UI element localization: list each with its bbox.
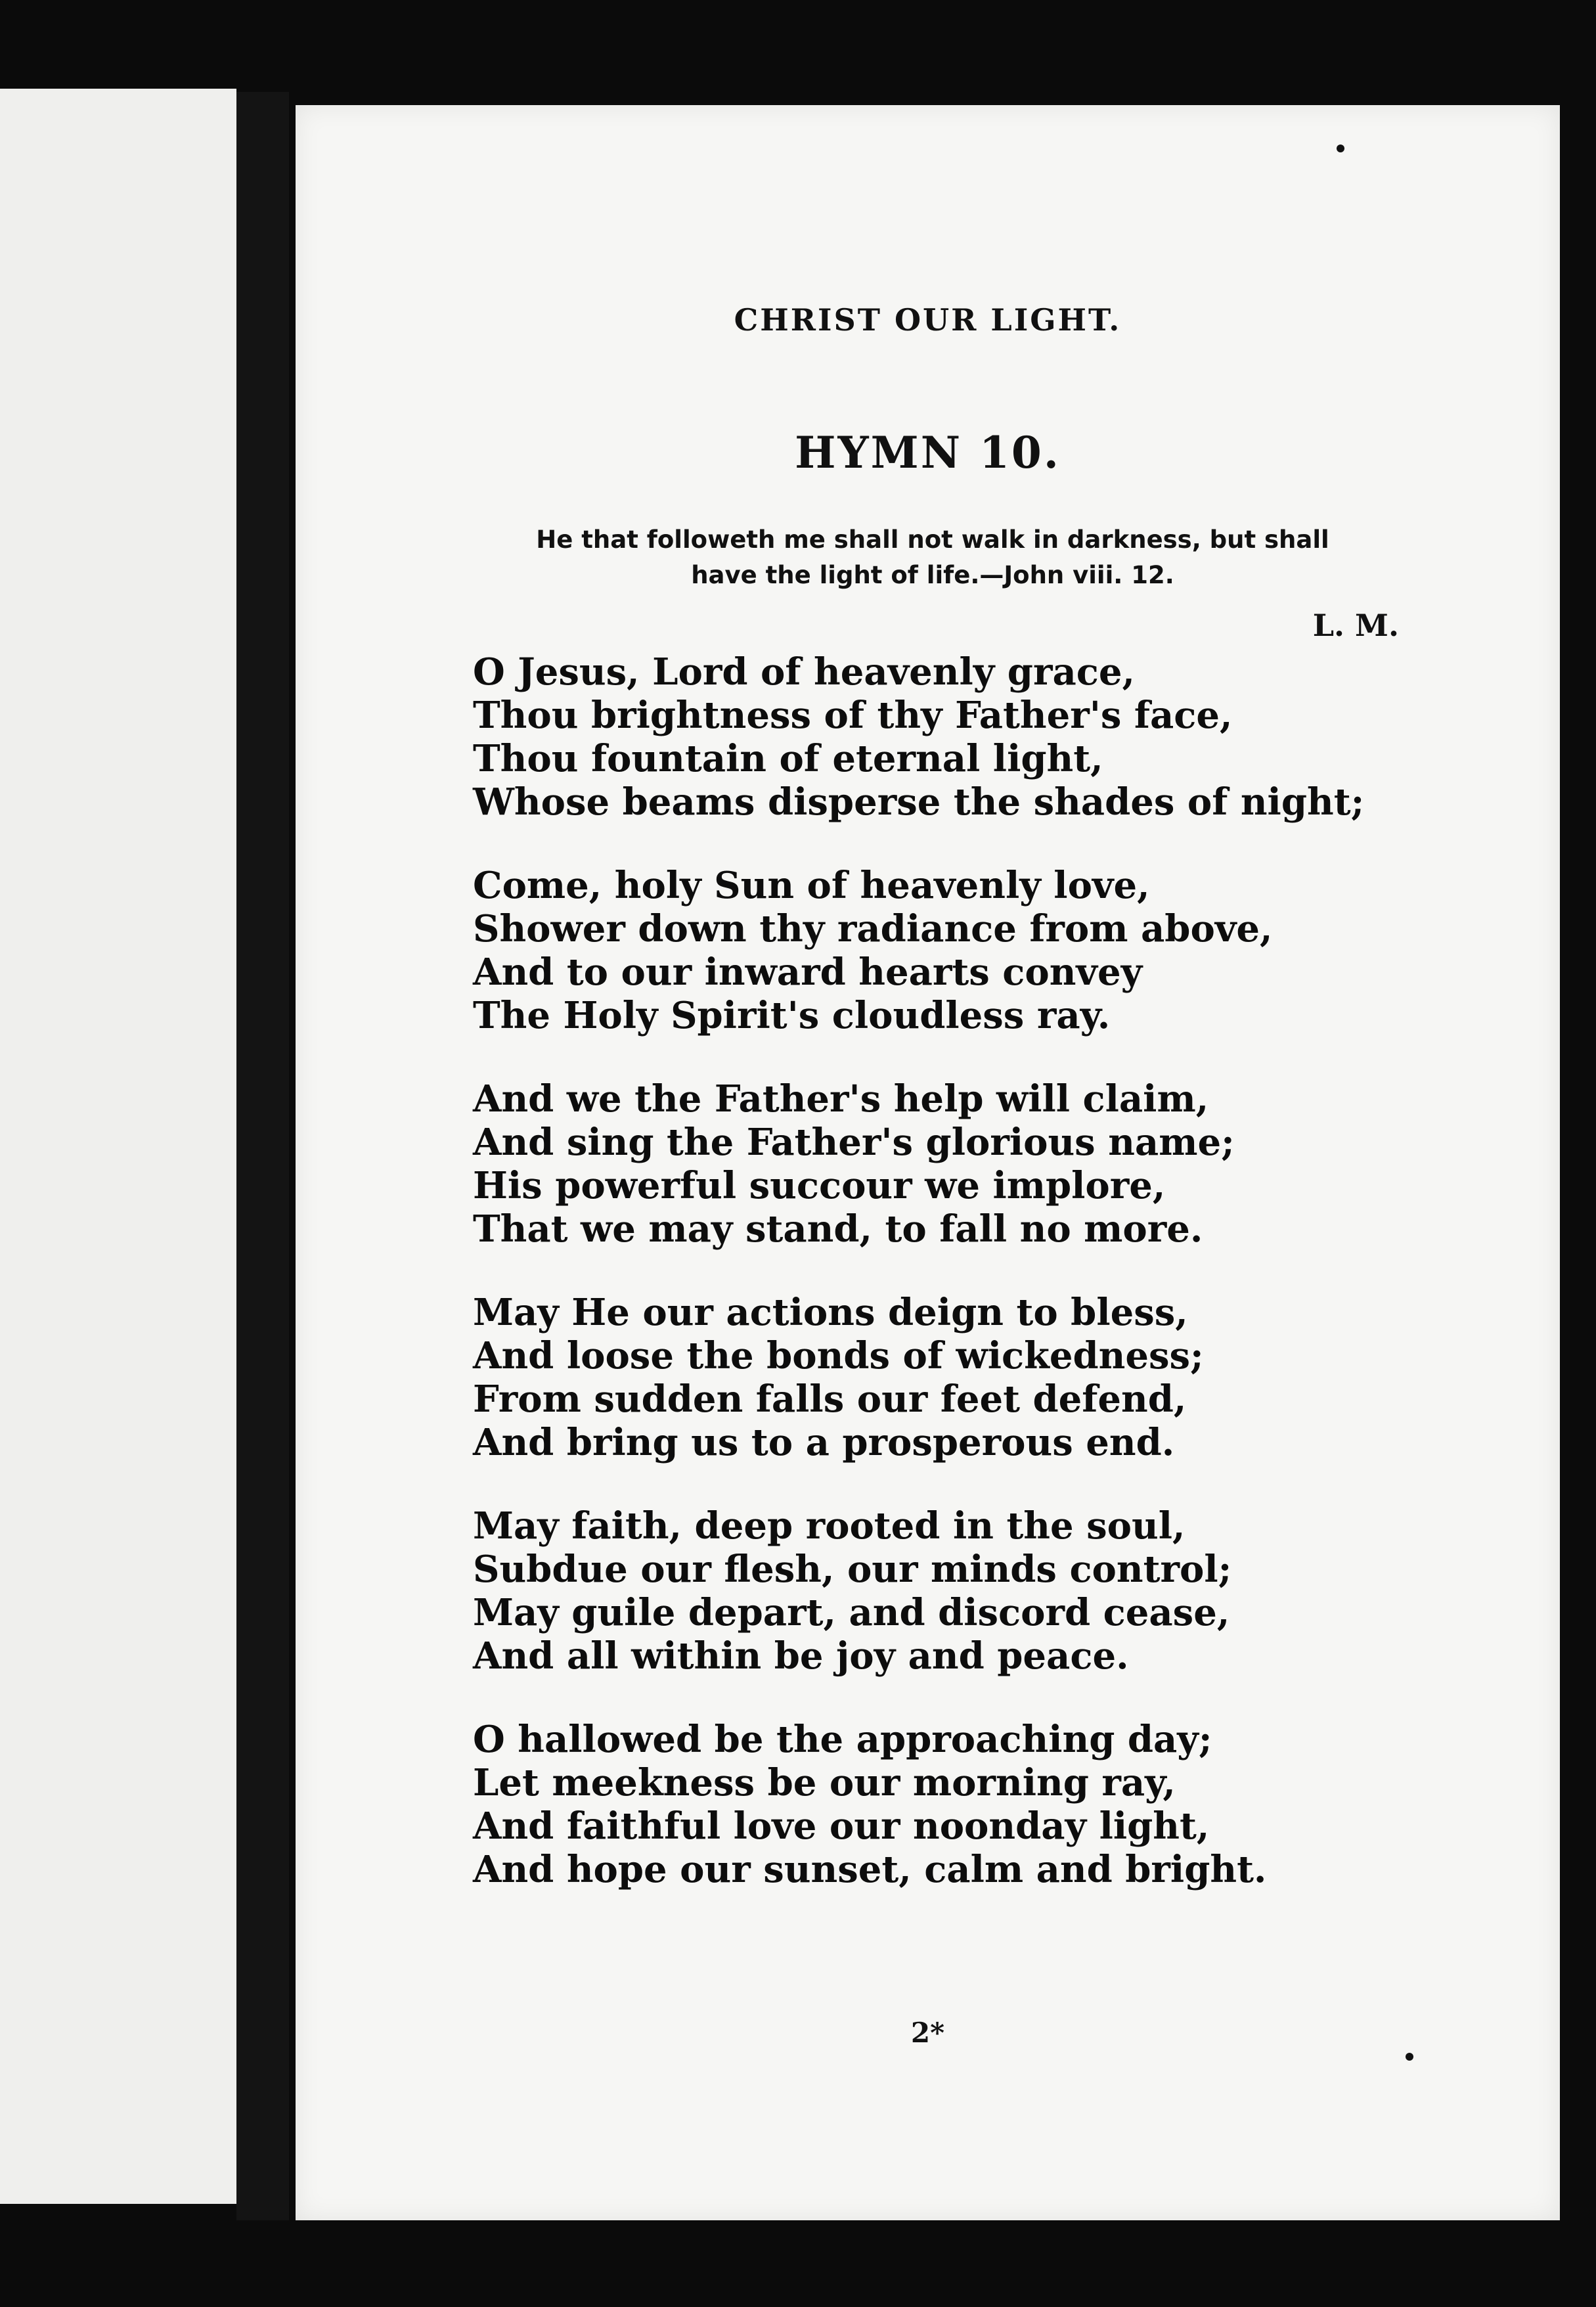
verse-line: The Holy Spirit's cloudless ray. [473, 994, 1111, 1037]
verse-line: That we may stand, to fall no more. [473, 1207, 1203, 1251]
verse-line: Let meekness be our morning ray, [473, 1761, 1176, 1804]
verse-line: From sudden falls our feet defend, [473, 1377, 1187, 1421]
verse-line: Whose beams disperse the shades of night; [473, 780, 1365, 824]
stanza-6 [473, 1718, 1425, 1891]
verse-line: And we the Father's help will claim, [473, 1077, 1209, 1121]
verse-line: May He our actions deign to bless, [473, 1291, 1188, 1334]
verse-line: And loose the bonds of wickedness; [473, 1334, 1204, 1377]
ink-speck [1337, 145, 1344, 152]
verse-line: May faith, deep rooted in the soul, [473, 1504, 1186, 1548]
verse-line: Thou fountain of eternal light, [473, 737, 1103, 780]
scripture-epigraph [466, 522, 1399, 593]
verse-line: And bring us to a prosperous end. [473, 1421, 1175, 1464]
book-gutter [236, 92, 289, 2220]
verse-line: O Jesus, Lord of heavenly grace, [473, 650, 1135, 694]
verse-line: And all within be joy and peace. [473, 1634, 1129, 1678]
verse-line: Subdue our flesh, our minds control; [473, 1548, 1232, 1591]
verse-line: And sing the Father's glorious name; [473, 1121, 1235, 1164]
running-header: CHRIST OUR LIGHT. [734, 302, 1122, 338]
verse-line: Come, holy Sun of heavenly love, [473, 864, 1150, 907]
epigraph-line: have the light of life.—John viii. 12. [691, 561, 1174, 589]
verse-line: And faithful love our noonday light, [473, 1804, 1210, 1848]
verse-line: Thou brightness of thy Father's face, [473, 694, 1233, 737]
verse-line: And to our inward hearts convey [473, 951, 1143, 994]
verse-line: And hope our sunset, calm and bright. [473, 1848, 1267, 1891]
verse-line: O hallowed be the approaching day; [473, 1718, 1212, 1761]
stanza-2 [473, 864, 1425, 1037]
book-page [296, 105, 1560, 2220]
verse-line: His powerful succour we implore, [473, 1164, 1166, 1207]
stanza-3 [473, 1077, 1425, 1251]
epigraph-line: He that followeth me shall not walk in darkness, but shall [536, 526, 1329, 554]
stanza-1 [473, 650, 1425, 824]
facing-page [0, 89, 236, 2204]
stanza-4 [473, 1291, 1425, 1464]
meter-label: L. M. [1312, 608, 1399, 643]
verse-line: Shower down thy radiance from above, [473, 907, 1273, 951]
ink-speck [1406, 2053, 1413, 2061]
stanza-5 [473, 1504, 1425, 1678]
page-number: 2* [910, 2017, 945, 2049]
hymn-title: HYMN 10. [795, 427, 1061, 478]
verse-line: May guile depart, and discord cease, [473, 1591, 1230, 1634]
